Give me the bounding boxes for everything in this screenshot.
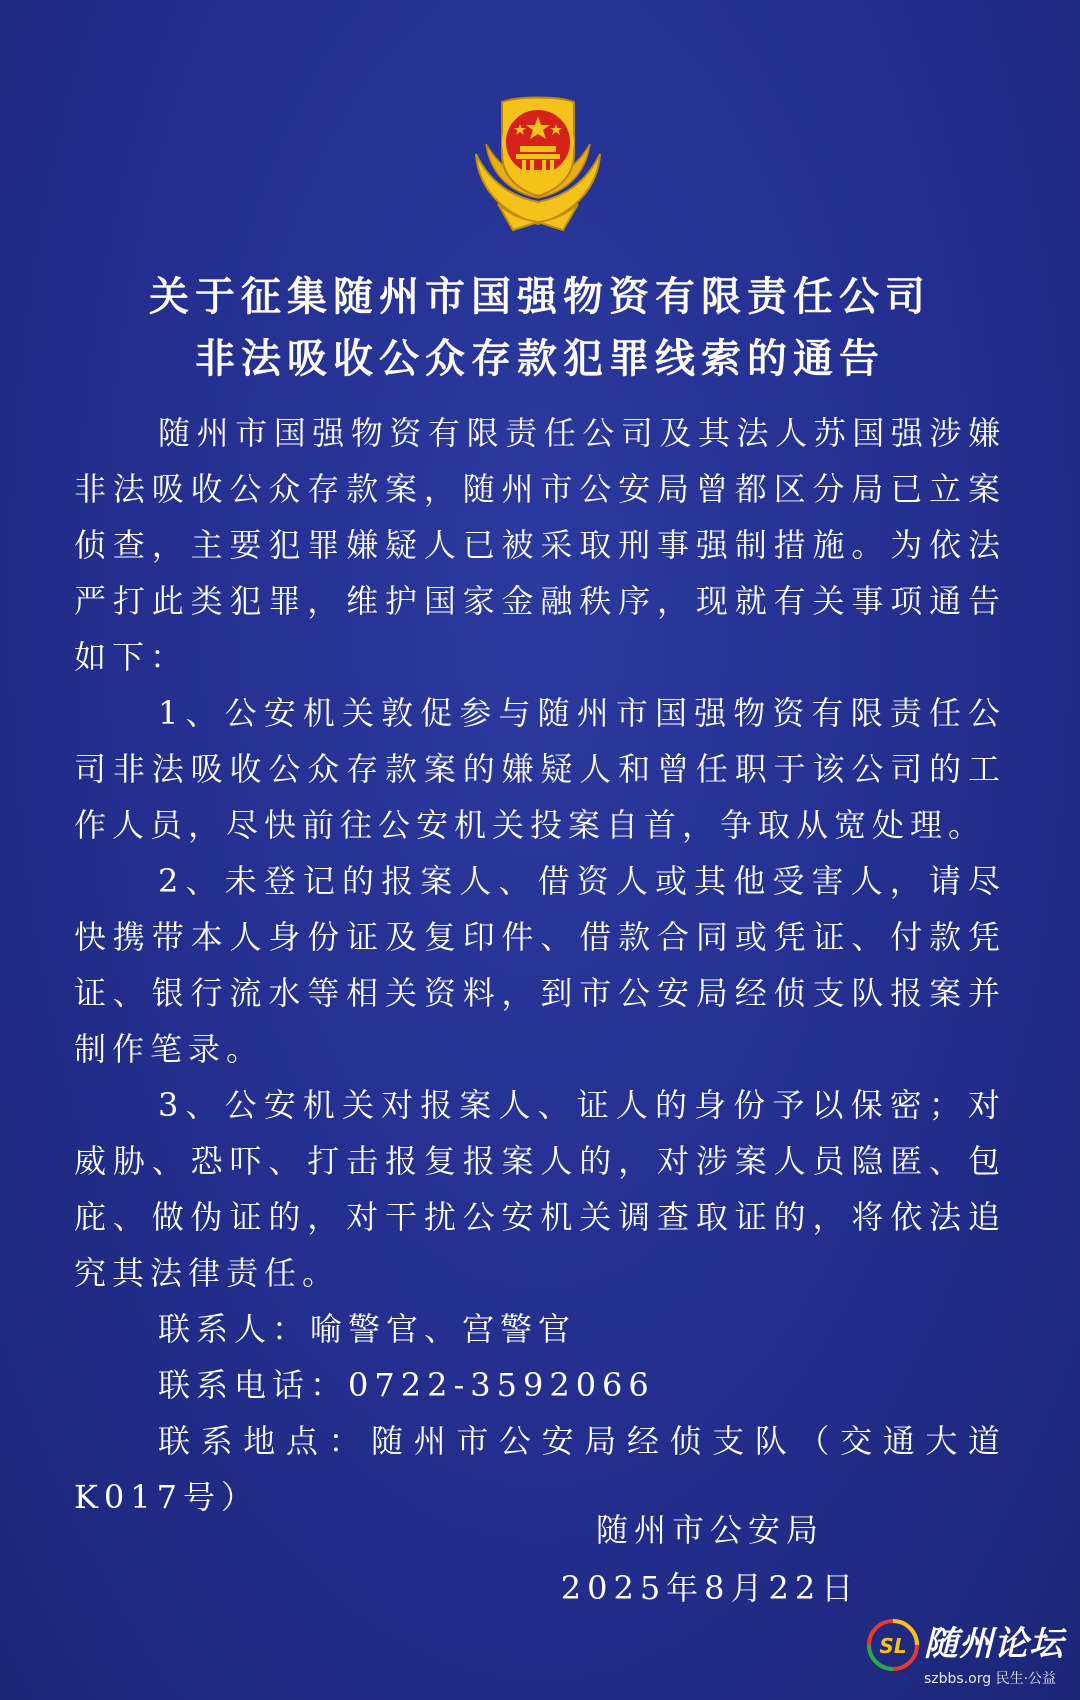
intro-paragraph: 随州市国强物资有限责任公司及其法人苏国强涉嫌非法吸收公众存款案，随州市公安局曾都区分局已立案侦查，主要犯罪嫌疑人已被采取刑事强制措施。为依法严打此类犯罪，维护国家金融秩序，现就有关事项通告如下： [74,414,1006,676]
forum-name: 随州论坛 [924,1624,1064,1664]
contact-address: 联系地点：随州市公安局经侦支队（交通大道K017号） [74,1422,1006,1516]
notice-title-line2: 非法吸收公众存款犯罪线索的通告 [195,335,885,382]
svg-text:SL: SL [879,1634,907,1658]
item-2-paragraph: 2、未登记的报案人、借资人或其他受害人，请尽快携带本人身份证及复印件、借款合同或凭证、付款凭证、银行流水等相关资料，到市公安局经侦支队报案并制作笔录。 [74,862,1006,1068]
signature-org: 随州市公安局 [595,1511,824,1549]
sz-forum-logo-icon [866,1618,920,1672]
contact-phone: 联系电话：0722-3592066 [158,1366,655,1404]
notice-title-line1: 关于征集随州市国强物资有限责任公司 [149,273,931,320]
signature-date: 2025年8月22日 [560,1569,860,1607]
forum-subtitle: szbbs.org 民生·公益 [924,1671,1057,1687]
notice-body [74,405,1006,1525]
item-1-paragraph: 1、公安机关敦促参与随州市国强物资有限责任公司非法吸收公众存款案的嫌疑人和曾任职于该公司的工作人员，尽快前往公安机关投案自首，争取从宽处理。 [74,694,1006,844]
police-emblem-icon [468,84,608,234]
forum-watermark [866,1612,1076,1700]
contact-person: 联系人：喻警官、宫警官 [158,1310,577,1348]
item-3-paragraph: 3、公安机关对报案人、证人的身份予以保密；对威胁、恐吓、打击报复报案人的，对涉案人员隐匿、包庇、做伪证的，对干扰公安机关调查取证的，将依法追究其法律责任。 [74,1086,1006,1292]
